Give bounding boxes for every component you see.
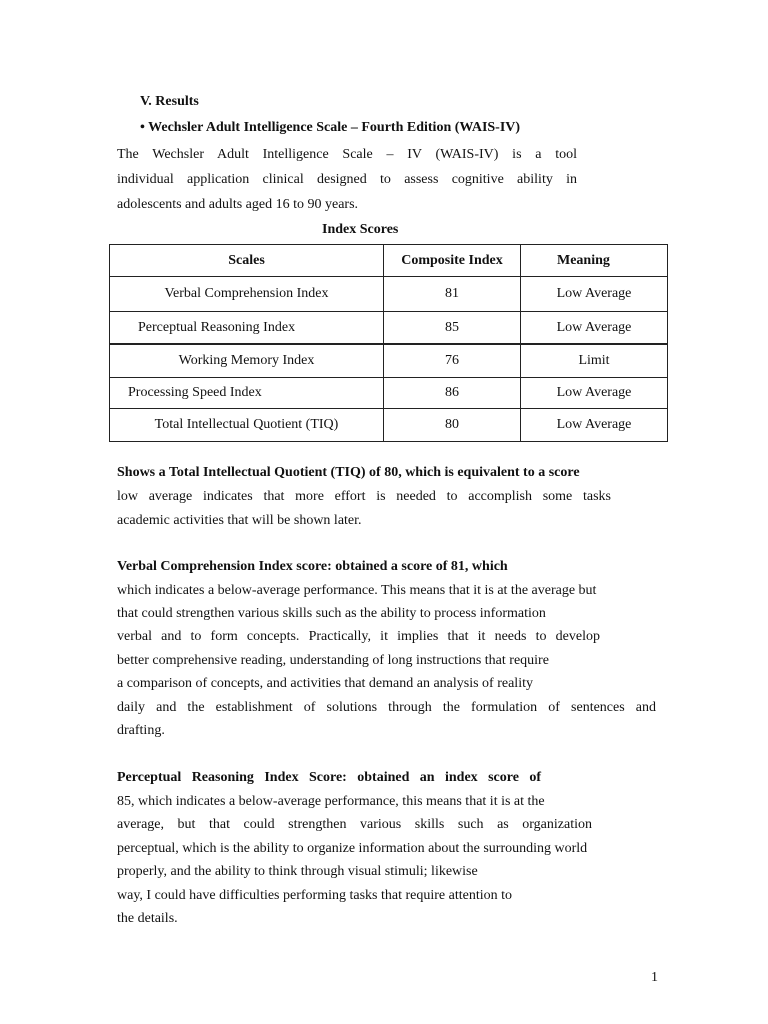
paragraph-line: verbal and to form concepts. Practically, it implies that it needs to develop [117,629,600,644]
tiq-paragraph-heading: Shows a Total Intellectual Quotient (TIQ) of 80, which is equivalent to a score [117,465,580,480]
composite-index-cell: 85 [384,312,521,345]
intro-line: individual application clinical designed to assess cognitive ability in [117,172,577,187]
scale-cell: Verbal Comprehension Index [110,277,384,312]
paragraph-line: better comprehensive reading, understanding of long instructions that require [117,653,549,668]
scale-cell: Total Intellectual Quotient (TIQ) [110,409,384,442]
meaning-cell: Low Average [521,378,668,409]
paragraph-line: a comparison of concepts, and activities that demand an analysis of reality [117,676,533,691]
bullet-heading: • Wechsler Adult Intelligence Scale – Fourth Edition (WAIS-IV) [140,120,521,135]
composite-index-cell: 80 [384,409,521,442]
column-header-scales: Scales [110,245,384,277]
section-heading: V. Results [140,94,199,109]
table-header-row [110,245,668,277]
meaning-cell: Low Average [521,312,668,345]
table-row [110,277,668,312]
column-header-meaning: Meaning [521,245,668,277]
paragraph-line: 85, which indicates a below-average performance, this means that it is at the [117,794,545,809]
table-row [110,344,668,378]
meaning-cell: Low Average [521,277,668,312]
paragraph-line: daily and the establishment of solutions through the formulation of sentences and [117,700,656,715]
composite-index-cell: 81 [384,277,521,312]
paragraph-line: drafting. [117,723,165,738]
pri-paragraph-heading: Perceptual Reasoning Index Score: obtained an index score of [117,770,541,785]
paragraph-line: low average indicates that more effort is needed to accomplish some tasks [117,489,611,504]
vci-paragraph-heading: Verbal Comprehension Index score: obtained a score of 81, which [117,559,508,574]
table-caption: Index Scores [322,222,399,237]
index-scores-table [109,244,668,442]
paragraph-line: the details. [117,911,178,926]
paragraph-line: which indicates a below-average performance. This means that it is at the average but [117,583,597,598]
scale-cell: Perceptual Reasoning Index [110,312,384,345]
paragraph-line: academic activities that will be shown later. [117,513,362,528]
paragraph-line: way, I could have difficulties performing tasks that require attention to [117,888,512,903]
scale-cell: Processing Speed Index [110,378,384,409]
composite-index-cell: 86 [384,378,521,409]
composite-index-cell: 76 [384,344,521,378]
paragraph-line: that could strengthen various skills such as the ability to process information [117,606,546,621]
table-row [110,312,668,345]
meaning-cell: Limit [521,344,668,378]
paragraph-line: properly, and the ability to think through visual stimuli; likewise [117,864,478,879]
intro-line: The Wechsler Adult Intelligence Scale – IV (WAIS-IV) is a tool [117,147,577,162]
table-row [110,409,668,442]
paragraph-line: perceptual, which is the ability to organize information about the surrounding world [117,841,588,856]
intro-line: adolescents and adults aged 16 to 90 years. [117,197,359,212]
scale-cell: Working Memory Index [110,344,384,378]
paragraph-line: average, but that could strengthen various skills such as organization [117,817,592,832]
column-header-composite-index: Composite Index [384,245,521,277]
table-row [110,378,668,409]
page-number: 1 [651,970,658,985]
meaning-cell: Low Average [521,409,668,442]
